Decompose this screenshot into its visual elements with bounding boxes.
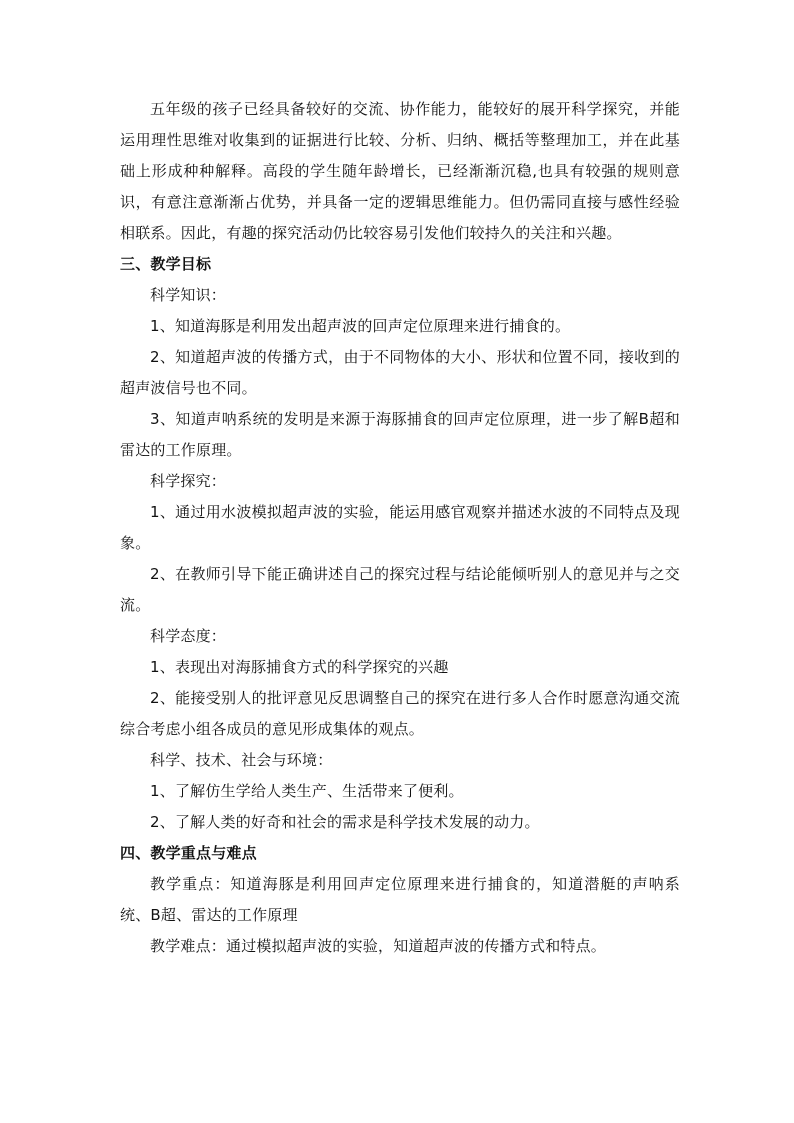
inquiry-item-2: 2、在教师引导下能正确讲述自己的探究过程与结论能倾听别人的意见并与之交流。 [120, 565, 680, 614]
document-content [120, 94, 680, 962]
sts-item-2: 2、了解人类的好奇和社会的需求是科学技术发展的动力。 [150, 813, 540, 831]
knowledge-item-1: 1、知道海豚是利用发出超声波的回声定位原理来进行捕食的。 [150, 317, 571, 335]
subheading-scientific-inquiry: 科学探究： [150, 472, 227, 490]
intro-paragraph: 五年级的孩子已经具备较好的交流、协作能力，能较好的展开科学探究，并能运用理性思维对收集到的证据进行比较、分析、归纳、概括等整理加工，并在此基础上形成种种解释。高段的学生随年龄增长，已经渐渐沉稳,也具有较强的规则意识，有意注意渐渐占优势，并具备一定的逻辑思维能力。但仍需同直接与感性经验相联系。因此，有趣的探究活动仍比较容易引发他们较持久的关注和兴趣。 [120, 100, 680, 242]
teaching-key-point: 教学重点：知道海豚是利用回声定位原理来进行捕食的，知道潜艇的声呐系统、B超、雷达的工作原理 [120, 875, 680, 924]
attitude-item-2: 2、能接受别人的批评意见反思调整自己的探究在进行多人合作时愿意沟通交流综合考虑小组各成员的意见形成集体的观点。 [120, 689, 680, 738]
attitude-item-1: 1、表现出对海豚捕食方式的科学探究的兴趣 [150, 658, 449, 676]
subheading-scientific-attitude: 科学态度： [150, 627, 227, 645]
section-heading-teaching-objectives: 三、教学目标 [120, 255, 212, 273]
teaching-difficulty: 教学难点：通过模拟超声波的实验，知道超声波的传播方式和特点。 [150, 937, 607, 955]
sts-item-1: 1、了解仿生学给人类生产、生活带来了便利。 [150, 782, 464, 800]
subheading-sts: 科学、技术、社会与环境： [150, 751, 333, 769]
subheading-scientific-knowledge: 科学知识： [150, 286, 227, 304]
inquiry-item-1: 1、通过用水波模拟超声波的实验，能运用感官观察并描述水波的不同特点及现象。 [120, 503, 680, 552]
knowledge-item-2: 2、知道超声波的传播方式，由于不同物体的大小、形状和位置不同，接收到的超声波信号也不同。 [120, 348, 680, 397]
section-heading-key-points: 四、教学重点与难点 [120, 844, 257, 862]
knowledge-item-3: 3、知道声呐系统的发明是来源于海豚捕食的回声定位原理，进一步了解B超和雷达的工作原理。 [120, 410, 680, 459]
